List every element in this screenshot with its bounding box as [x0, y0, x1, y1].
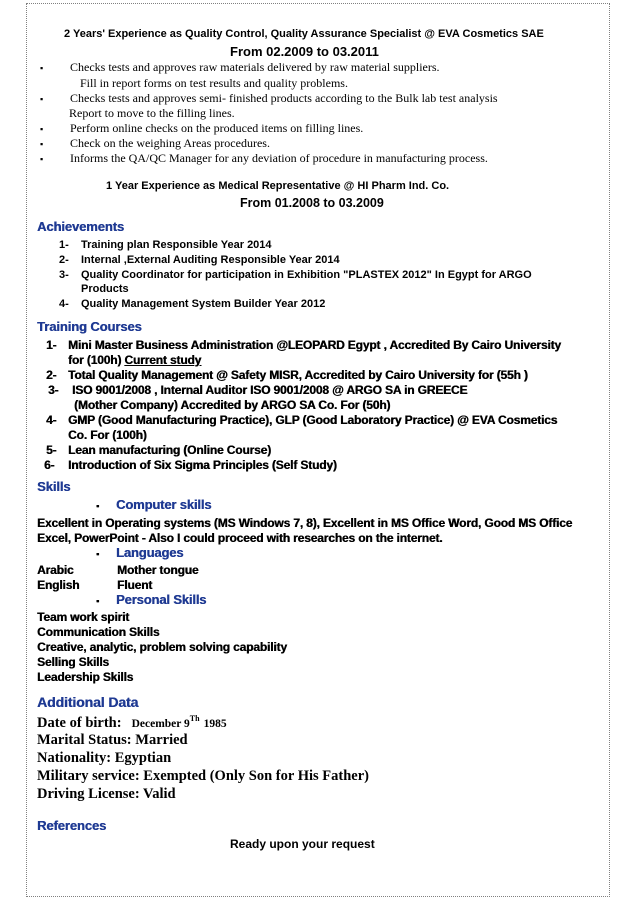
achievements-heading: Achievements — [37, 219, 124, 234]
personal-skills-subheading: ▪ Personal Skills — [96, 592, 207, 607]
list-item-continuation: Co. For (100h) — [68, 428, 147, 442]
list-item: ▪ Checks tests and approves semi- finished products according to the Bulk lab test analysis — [40, 91, 498, 105]
marital-status: Marital Status: Married — [37, 732, 188, 748]
list-item: ▪ Check on the weighing Areas procedures. — [40, 136, 270, 150]
military-service: Military service: Exempted (Only Son for His Father) — [37, 768, 369, 784]
references-text: Ready upon your request — [230, 837, 375, 851]
list-item: 4- Quality Management System Builder Year 2012 — [59, 298, 326, 310]
bullet-icon: ▪ — [40, 94, 44, 104]
personal-skill: Team work spirit — [37, 610, 130, 624]
computer-skills-text: Excel, PowerPoint - Also I could proceed with researches on the internet. — [37, 531, 443, 545]
list-item: 6- Introduction of Six Sigma Principles (Self Study) — [44, 458, 337, 472]
computer-skills-subheading: ▪ Computer skills — [96, 497, 212, 512]
driving-license: Driving License: Valid — [37, 786, 176, 802]
list-item: 3- ISO 9001/2008 , Internal Auditor ISO 9001/2008 @ ARGO SA in GREECE — [48, 383, 468, 397]
list-item: ▪ Informs the QA/QC Manager for any deviation of procedure in manufacturing process. — [40, 151, 488, 165]
skills-heading: Skills — [37, 479, 71, 494]
bullet-icon: ▪ — [40, 124, 44, 134]
experience-qc-dates: From 02.2009 to 03.2011 — [230, 44, 379, 59]
list-item: 1- Training plan Responsible Year 2014 — [59, 239, 272, 251]
personal-skill: Creative, analytic, problem solving capability — [37, 640, 287, 654]
experience-qc-title: 2 Years' Experience as Quality Control, Quality Assurance Specialist @ EVA Cosmetics SAE — [64, 28, 544, 40]
list-item: 5- Lean manufacturing (Online Course) — [46, 443, 271, 457]
language-row: Arabic Mother tongue — [37, 563, 199, 577]
additional-heading: Additional Data — [37, 694, 139, 710]
list-item-continuation: Report to move to the filling lines. — [69, 106, 235, 120]
language-row: English Fluent — [37, 578, 153, 592]
list-item: ▪ Perform online checks on the produced items on filling lines. — [40, 121, 364, 135]
list-item: 2- Internal ,External Auditing Responsible Year 2014 — [59, 254, 340, 266]
list-item-continuation: (Mother Company) Accredited by ARGO SA Co. For (50h) — [74, 398, 391, 412]
experience-rep-dates: From 01.2008 to 03.2009 — [240, 196, 384, 210]
list-item-continuation: Fill in report forms on test results and quality problems. — [80, 76, 348, 90]
languages-subheading: ▪ Languages — [96, 545, 184, 560]
list-item-continuation: Products — [81, 283, 129, 295]
personal-skill: Selling Skills — [37, 655, 109, 669]
list-item-continuation: for (100h) Current study — [68, 353, 202, 367]
list-item: ▪ Checks tests and approves raw materials delivered by raw material suppliers. — [40, 60, 440, 74]
list-item: 1- Mini Master Business Administration @LEOPARD Egypt , Accredited By Cairo University — [46, 338, 561, 352]
list-item: 3- Quality Coordinator for participation in Exhibition "PLASTEX 2012" In Egypt for ARGO — [59, 269, 532, 281]
current-study-link: Current study — [124, 353, 202, 367]
bullet-icon: ▪ — [40, 63, 44, 73]
list-item: 2- Total Quality Management @ Safety MISR, Accredited by Cairo University for (55h ) — [46, 368, 528, 382]
date-of-birth: Date of birth: December 9Th 1985 — [37, 714, 227, 731]
list-item: 4- GMP (Good Manufacturing Practice), GLP (Good Laboratory Practice) @ EVA Cosmetics — [46, 413, 558, 427]
experience-rep-title: 1 Year Experience as Medical Representative @ HI Pharm Ind. Co. — [106, 180, 450, 192]
references-heading: References — [37, 818, 107, 833]
nationality: Nationality: Egyptian — [37, 750, 172, 766]
bullet-icon: ▪ — [96, 549, 100, 559]
personal-skill: Leadership Skills — [37, 670, 134, 684]
personal-skill: Communication Skills — [37, 625, 160, 639]
training-heading: Training Courses — [37, 319, 142, 334]
bullet-icon: ▪ — [96, 596, 100, 606]
bullet-icon: ▪ — [40, 139, 44, 149]
computer-skills-text: Excellent in Operating systems (MS Windows 7, 8), Excellent in MS Office Word, Good MS Office — [37, 516, 573, 530]
bullet-icon: ▪ — [96, 501, 100, 511]
bullet-icon: ▪ — [40, 154, 44, 164]
